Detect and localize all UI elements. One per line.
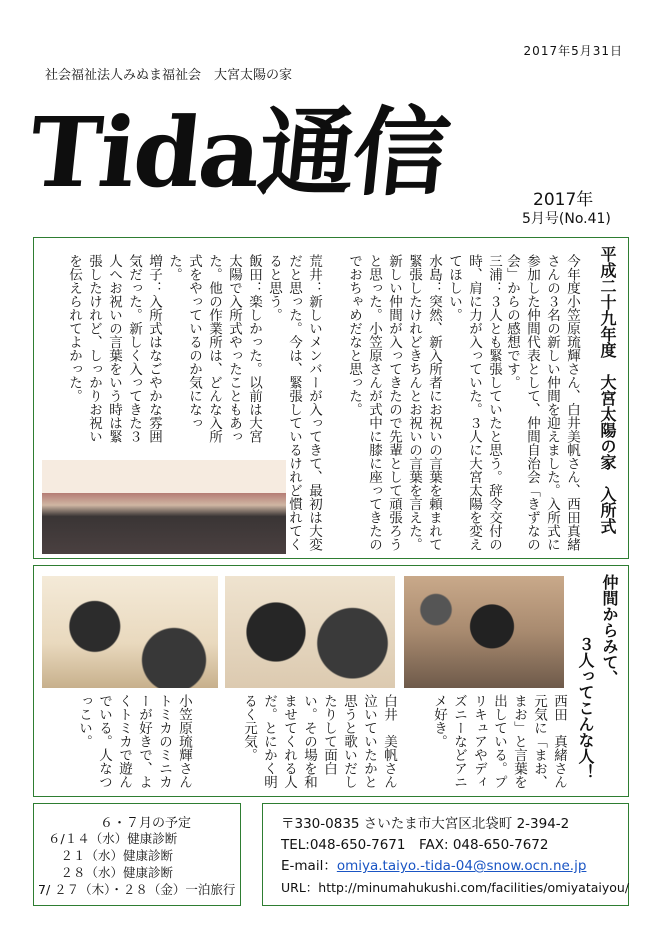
photo-shirai [225, 576, 395, 688]
article-paragraph: 三浦：３人とも緊張していたと思う。辞令交付の時、肩に力が入っていた。３人に大宮太陽を変えてほしい。 [446, 254, 502, 551]
caption-shirai: 白井 美帆さん 泣いていたかと思うと歌いだしたりして面白い。その場を和ませてくれる人だ。とにかく明るく元気。 [241, 694, 397, 802]
schedule-item: ２８（水）健康診断 [48, 865, 174, 880]
article-paragraph: 飯田：楽しかった。以前は大宮太陽で入所式やったこともあった。他の作業所は、どんな入所式をやっているのか気になった。 [166, 254, 262, 443]
issue-date: 2017年5月31日 [523, 44, 623, 58]
email-label: E-mail： [281, 858, 337, 874]
issue-number: 5月号(No.41) [522, 211, 611, 227]
schedule-item: ２１（水）健康診断 [48, 848, 174, 863]
article-paragraph: 増子：入所式はなごやかな雰囲気だった。新しく入ってきた３人へお祝いの言葉をいう時は緊張したけれど、しっかりお祝いを伝えられてよかった。 [66, 254, 162, 443]
article-paragraph: 今年度小笠原琉輝さん、白井美帆さん、西田真緒さんの３名の新しい仲間を迎えました。入所式に参加した仲間代表として、仲間自治会「きずなの会」からの感想です。 [504, 254, 580, 551]
email-link[interactable]: omiya.taiyo.-tida-04@snow.ocn.ne.jp [336, 858, 587, 874]
profiles-heading-2: ３人ってこんな人！ [576, 636, 595, 780]
issue-year: 2017年 [533, 190, 594, 210]
phone-fax: TEL:048-650-7671 FAX: 048-650-7672 [281, 837, 549, 853]
caption-ogasawara: 小笠原琉輝さん トミカのミニカーが好きで、よくトミカで遊んでいる。人なつっこい。 [76, 694, 192, 802]
article-heading: 平成二十九年度 大宮太陽の家 入所式 [598, 246, 617, 534]
caption-nishida: 西田 真緒さん 元気に「まお、まお」と言葉を出している。プリキュアやディズニーなどアニメ好き。 [431, 694, 567, 802]
address: 〒330-0835 さいたま市大宮区北袋町 2-394-2 [281, 816, 570, 832]
schedule-item: 7/ ２７（木）・２８（金）一泊旅行 [38, 882, 236, 897]
email-line [281, 856, 586, 877]
article-paragraph: 荒井：新しいメンバーが入ってきて、最初は大変だと思った。今は、緊張しているけれど慣れてくると思う。 [266, 254, 322, 551]
group-photo [42, 460, 286, 554]
article-paragraph: 水島：突然、新入所者にお祝いの言葉を頼まれて緊張したけれどきちんとお祝いの言葉を言えた。新しい仲間が入ってきたので先輩として頑張ろうと思った。小笠原さんが式中に膝に座ってきたのでおちゃめだなと思った。 [346, 254, 442, 551]
article-box [33, 237, 629, 559]
schedule-title: ６・７月の予定 [100, 816, 192, 831]
schedule-item: ６/１４（水）健康診断 [48, 831, 178, 846]
photo-nishida [404, 576, 564, 688]
photo-ogasawara [42, 576, 218, 688]
profiles-heading-1: 仲間からみて、 [600, 574, 619, 686]
schedule-box [33, 803, 241, 906]
website-url[interactable]: URL：http://minumahukushi.com/facilities/omiyataiyou/ [281, 880, 630, 895]
organization-name: 社会福祉法人みぬま福祉会 大宮太陽の家 [45, 68, 293, 83]
contact-box [262, 803, 629, 906]
profiles-box [33, 565, 629, 802]
newsletter-title: Tida通信 [24, 96, 454, 209]
